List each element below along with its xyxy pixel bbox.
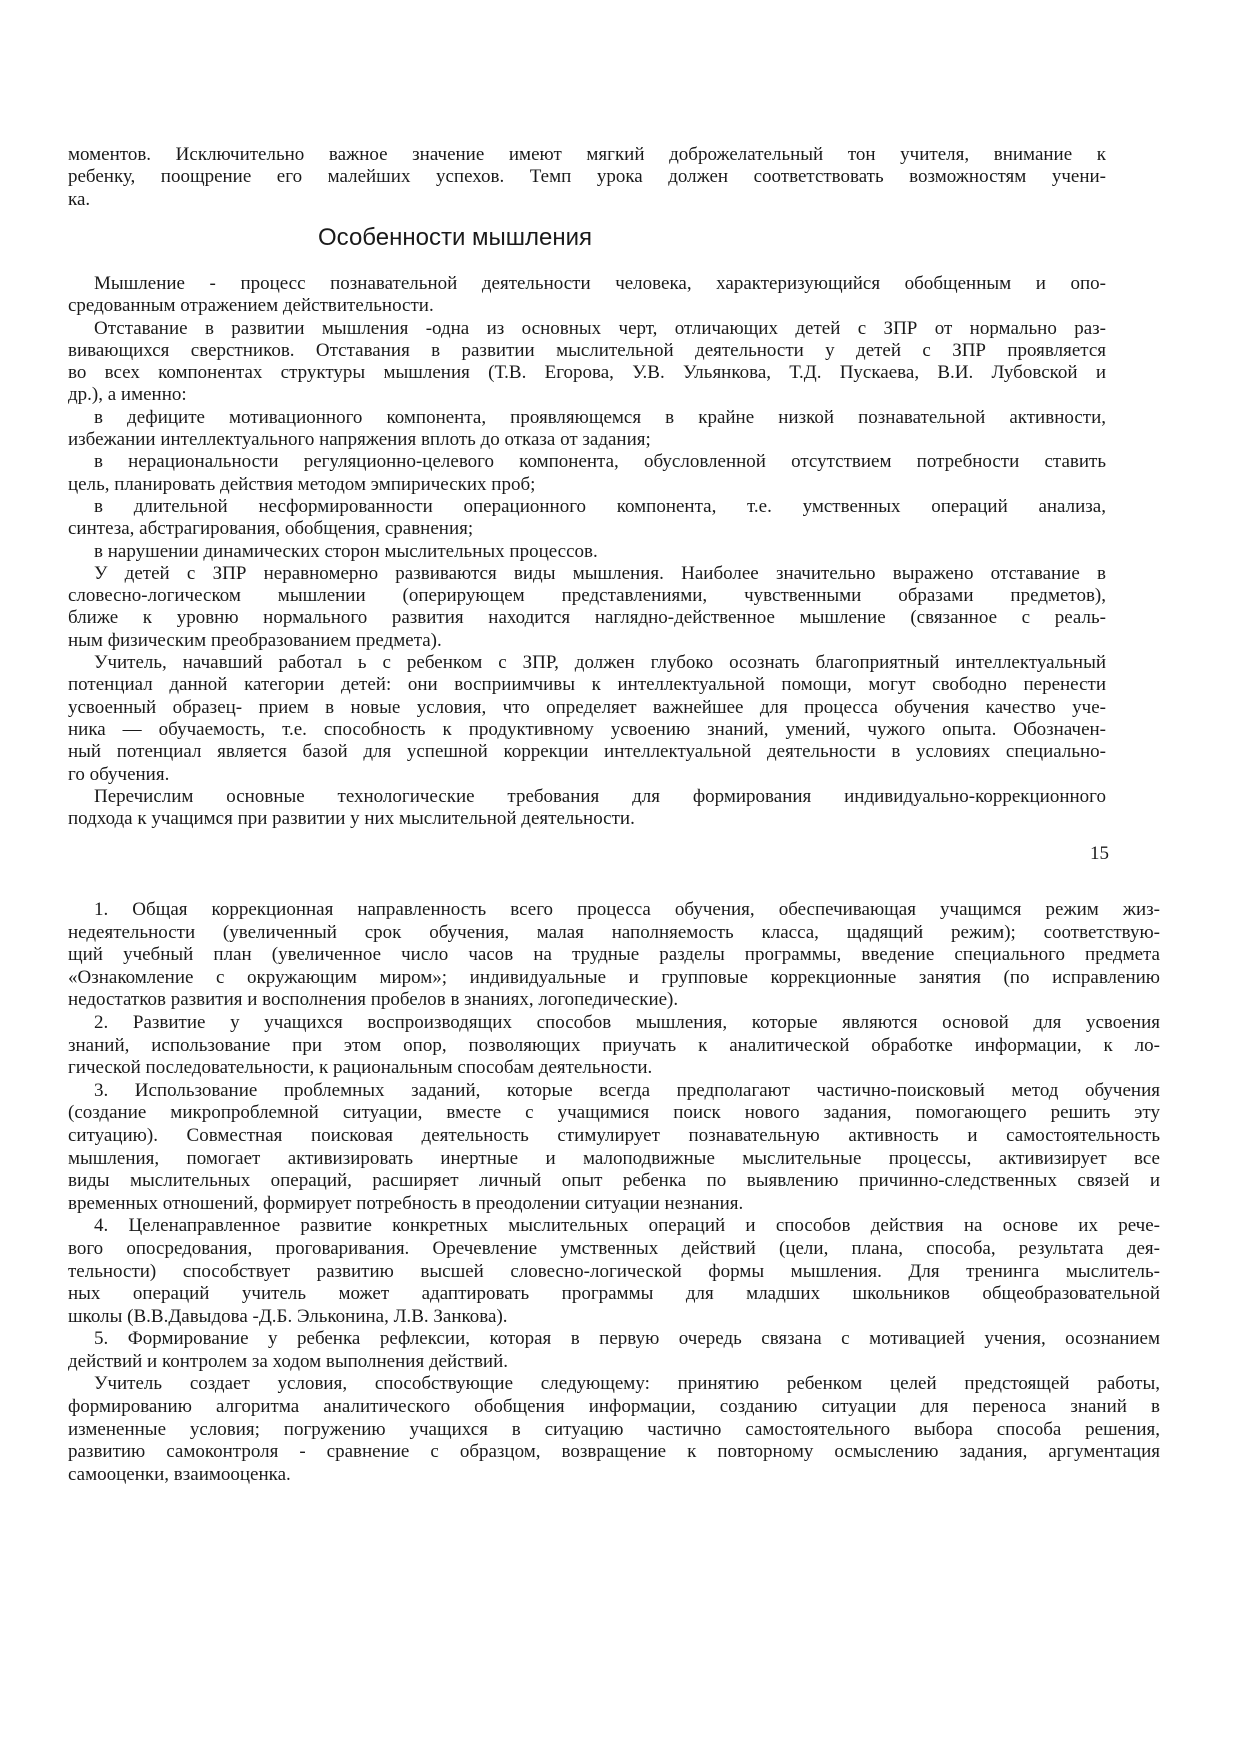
- text-line: Мышление - процесс познавательной деятельности человека, характеризующийся обобщенным и опо-: [94, 273, 1106, 294]
- text-line: гической последовательности, к рациональным способам деятельности.: [68, 1057, 653, 1079]
- paragraph: [68, 1215, 1160, 1328]
- text-line: в длительной несформированности операционного компонента, т.е. умственных операций анализа,: [94, 495, 1106, 517]
- text-line: в дефиците мотивационного компонента, проявляющемся в крайне низкой познавательной активности,: [94, 406, 1106, 428]
- requirements-list: [68, 899, 1160, 1486]
- text-line: ным физическим преобразованием предмета).: [68, 629, 442, 651]
- text-line: цель, планировать действия методом эмпирических проб;: [68, 473, 536, 495]
- text-line: Учитель, начавший работал ь с ребенком с ЗПР, должен глубоко осознать благоприятный интеллектуальный: [94, 652, 1106, 674]
- text-line: 4. Целенаправленное развитие конкретных мыслительных операций и способов действия на основе их рече-: [94, 1215, 1160, 1237]
- text-line: ника — обучаемость, т.е. способность к продуктивному усвоению знаний, умений, чужого опыта. Обозначен-: [68, 718, 1106, 740]
- text-line: временных отношений, формирует потребность в преодолении ситуации незнания.: [68, 1192, 744, 1214]
- text-line: измененные условия; погружению учащихся в ситуацию частично самостоятельного выбора способа решения,: [68, 1418, 1160, 1440]
- text-line: школы (В.В.Давыдова -Д.Б. Эльконина, Л.В. Занкова).: [68, 1305, 508, 1327]
- paragraph: [68, 652, 1106, 786]
- text-line: средованным отражением действительности.: [68, 295, 434, 317]
- text-line: го обучения.: [68, 763, 170, 785]
- paragraph: [68, 1080, 1160, 1216]
- text-line: 3. Использование проблемных заданий, которые всегда предполагают частично-поисковый метод обучения: [94, 1079, 1160, 1101]
- paragraph: [68, 144, 1106, 211]
- text-line: в нерациональности регуляционно-целевого компонента, обусловленной отсутствием потребности ставить: [94, 451, 1106, 473]
- paragraph: [68, 1373, 1160, 1486]
- text-line: др.), а именно:: [68, 384, 187, 406]
- paragraph: [68, 318, 1106, 407]
- text-line: недостатков развития и восполнения пробелов в знаниях, логопедические).: [68, 989, 679, 1011]
- text-line: 2. Развитие у учащихся воспроизводящих способов мышления, которые являются основой для усвоения: [94, 1011, 1160, 1033]
- text-line: (создание микропроблемной ситуации, вместе с учащимися поиск нового задания, помогающего решить эту: [68, 1102, 1160, 1124]
- text-line: самооценки, взаимооценка.: [68, 1463, 291, 1485]
- text-line: тельности) способствует развитию высшей словесно-логической формы мышления. Для тренинга мыслитель-: [68, 1260, 1160, 1282]
- text-line: синтеза, абстрагирования, обобщения, сравнения;: [68, 518, 474, 540]
- paragraph: [68, 407, 1106, 452]
- text-line: моментов. Исключительно важное значение имеют мягкий доброжелательный тон учителя, внимание к: [68, 144, 1106, 165]
- text-line: избежании интеллектуального напряжения вплоть до отказа от задания;: [68, 429, 651, 451]
- paragraph: [68, 899, 1160, 1012]
- paragraph: [68, 496, 1106, 541]
- text-line: вивающихся сверстников. Отставания в развитии мыслительной деятельности у детей с ЗПР проявляется: [68, 339, 1106, 361]
- text-line: развитию самоконтроля - сравнение с образцом, возвращение к повторному осмыслению задания, аргументация: [68, 1441, 1160, 1463]
- paragraph: [68, 541, 1106, 563]
- page-number: 15: [1090, 843, 1109, 864]
- text-line: «Ознакомление с окружающим миром»; индивидуальные и групповые коррекционные занятия (по исправлению: [68, 966, 1160, 988]
- text-line: недеятельности (увеличенный срок обучения, малая наполняемость класса, щадящий режим); соответствую-: [68, 921, 1160, 943]
- text-line: У детей с ЗПР неравномерно развиваются виды мышления. Наиболее значительно выражено отставание в: [94, 562, 1106, 584]
- intro-continuation: [68, 144, 1106, 211]
- text-line: в нарушении динамических сторон мыслительных процессов.: [94, 540, 598, 562]
- text-line: ближе к уровню нормального развития находится наглядно-действенное мышление (связанное с реаль-: [68, 607, 1106, 629]
- text-line: ных операций учитель может адаптировать программы для младших школьников общеобразовательной: [68, 1283, 1160, 1305]
- text-line: ный потенциал является базой для успешной коррекции интеллектуальной деятельности в условиях специально-: [68, 741, 1106, 763]
- text-line: мышления, помогает активизировать инертные и малоподвижные мыслительные процессы, активизирует все: [68, 1147, 1160, 1169]
- text-line: Перечислим основные технологические требования для формирования индивидуально-коррекционного: [94, 785, 1106, 807]
- text-line: знаний, использование при этом опор, позволяющих приучать к аналитической обработке информации, к ло-: [68, 1034, 1160, 1056]
- text-line: вого опосредования, проговаривания. Оречевление умственных действий (цели, плана, способа, результата дея-: [68, 1237, 1160, 1259]
- text-line: Учитель создает условия, способствующие следующему: принятию ребенком целей предстоящей работы,: [94, 1373, 1160, 1395]
- text-line: виды мыслительных операций, расширяет личный опыт ребенка по выявлению причинно-следственных связей и: [68, 1170, 1160, 1192]
- text-line: Отставание в развитии мышления -одна из основных черт, отличающих детей с ЗПР от нормально раз-: [94, 317, 1106, 339]
- text-line: 5. Формирование у ребенка рефлексии, которая в первую очередь связана с мотивацией учения, осознанием: [94, 1328, 1160, 1350]
- section-title: Особенности мышления: [318, 224, 593, 251]
- text-line: 1. Общая коррекционная направленность всего процесса обучения, обеспечивающая учащимся режим жиз-: [94, 899, 1160, 920]
- text-line: ситуацию). Совместная поисковая деятельность стимулирует познавательную активность и самостоятельность: [68, 1124, 1160, 1146]
- text-line: формированию алгоритма аналитического обобщения информации, созданию ситуации для переноса знаний в: [68, 1396, 1160, 1418]
- paragraph: [68, 563, 1106, 652]
- text-line: ка.: [68, 188, 91, 210]
- text-line: во всех компонентах структуры мышления (Т.В. Егорова, У.В. Ульянкова, Т.Д. Пускаева, В.И. Лубовской и: [68, 362, 1106, 384]
- paragraph: [68, 786, 1106, 831]
- text-line: ребенку, поощрение его малейших успехов. Темп урока должен соответствовать возможностям учени-: [68, 166, 1106, 188]
- text-line: подхода к учащимся при развитии у них мыслительной деятельности.: [68, 808, 635, 830]
- text-line: усвоенный образец- прием в новые условия, что определяет важнейшее для процесса обучения качество уче-: [68, 696, 1106, 718]
- paragraph: [68, 1012, 1160, 1080]
- text-line: щий учебный план (увеличенное число часов на трудные разделы программы, введение специального предмета: [68, 944, 1160, 966]
- text-line: потенциал данной категории детей: они восприимчивы к интеллектуальной помощи, могут свободно перенести: [68, 674, 1106, 696]
- thinking-features-text: [68, 273, 1106, 830]
- paragraph: [68, 273, 1106, 318]
- text-line: действий и контролем за ходом выполнения действий.: [68, 1350, 509, 1372]
- text-line: словесно-логическом мышлении (оперирующем представлениями, чувственными образами предметов),: [68, 585, 1106, 607]
- paragraph: [68, 451, 1106, 496]
- paragraph: [68, 1328, 1160, 1373]
